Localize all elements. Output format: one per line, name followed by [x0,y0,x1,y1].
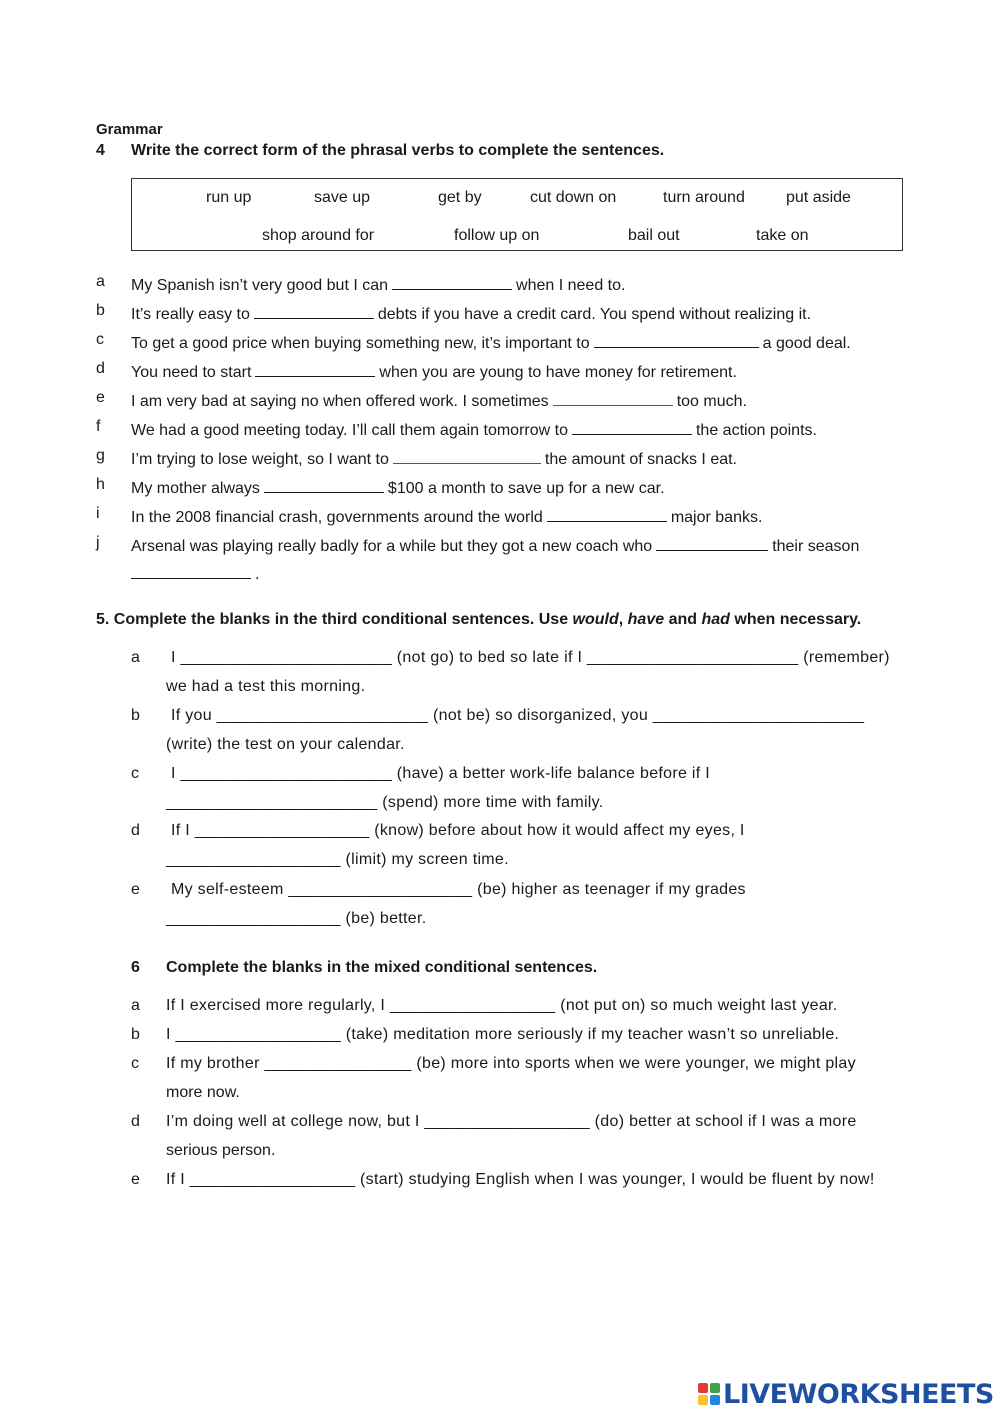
sentence-start: To get a good price when buying something new, it’s important to [131,335,590,352]
exercise-5-item-line[interactable]: If I ___________________ (know) before about how it would affect my eyes, I [171,822,745,839]
exercise-5-item-line[interactable]: we had a test this morning. [166,678,366,695]
exercise-6-item-line[interactable]: If I exercised more regularly, I __________________ (not put on) so much weight last year. [166,997,838,1014]
exercise-4-item [131,360,737,382]
sentence-end: debts if you have a credit card. You spend without realizing it. [377,306,812,323]
heading-text: when necessary. [729,611,862,628]
item-label: g [96,447,105,464]
exercise-5-item-line[interactable]: If you _______________________ (not be) so disorganized, you _______________________ [171,707,865,724]
item-label: i [96,505,100,522]
exercise-4-item [131,418,817,440]
exercise-4-item [131,534,859,556]
sentence-end: the action points. [695,422,817,439]
sentence-start: I’m trying to lose weight, so I want to [131,451,389,468]
item-label: e [131,1171,140,1188]
exercise-5-item-line[interactable]: I _______________________ (not go) to bed so late if I _______________________ (remember) [171,649,890,666]
answer-blank[interactable] [553,389,673,406]
answer-blank[interactable] [131,562,251,579]
sentence-end: $100 a month to save up for a new car. [387,480,665,497]
answer-blank[interactable] [255,360,375,377]
exercise-5-item-line[interactable]: My self-esteem ____________________ (be) higher as teenager if my grades [171,881,746,898]
item-label: c [131,1055,139,1072]
sentence-end: too much. [676,393,747,410]
word-box-item: put aside [786,189,851,206]
exercise-4-item [131,447,737,469]
item-label: c [131,765,139,782]
heading-emphasis: had [701,611,730,628]
word-box-item: shop around for [262,227,375,244]
sentence-end: when I need to. [516,277,626,294]
exercise-4-item [131,505,762,527]
exercise-4-item-j-continuation [131,562,259,584]
exercise-6-number: 6 [131,959,140,976]
heading-text: 5. Complete the blanks in the third conditional sentences. Use [96,611,573,628]
heading-text: and [664,611,702,628]
answer-blank[interactable] [594,331,759,348]
exercise-5-item-line[interactable]: ___________________ (be) better. [166,910,427,927]
item-label: c [96,331,104,348]
sentence-start: You need to start [131,364,252,381]
item-label: a [131,997,140,1014]
exercise-5-heading [96,611,861,629]
logo-text: LIVEWORKSHEETS [723,1378,994,1410]
word-box-item: save up [314,189,371,206]
item-label: b [131,1026,140,1043]
answer-blank[interactable] [572,418,692,435]
sentence-start: In the 2008 financial crash, governments around the world [131,509,543,526]
sentence-end: their season [772,538,860,555]
exercise-4-instruction: Write the correct form of the phrasal verbs to complete the sentences. [131,142,665,159]
word-box-item: run up [206,189,252,206]
item-label: e [96,389,105,406]
exercise-6-item-line[interactable]: If I __________________ (start) studying English when I was younger, I would be fluent by now! [166,1171,875,1188]
exercise-6-item-line[interactable]: I __________________ (take) meditation more seriously if my teacher wasn’t so unreliable. [166,1026,840,1043]
word-box-item: bail out [628,227,680,244]
item-label: d [96,360,105,377]
exercise-5-item-line[interactable]: ___________________ (limit) my screen time. [166,851,509,868]
answer-blank[interactable] [254,302,374,319]
sentence-end: . [255,566,260,583]
sentence-start: My mother always [131,480,260,497]
word-box-item: turn around [663,189,745,206]
answer-blank[interactable] [656,534,768,551]
item-label: h [96,476,105,493]
exercise-5-item-line[interactable]: (write) the test on your calendar. [166,736,405,753]
exercise-6-item-line[interactable]: If my brother ________________ (be) more into sports when we were younger, we might play [166,1055,856,1072]
liveworksheets-logo [698,1376,994,1412]
item-label: a [131,649,140,666]
heading-emphasis: would [572,611,619,628]
item-label: a [96,273,105,290]
sentence-end: major banks. [670,509,763,526]
sentence-start: It’s really easy to [131,306,250,323]
answer-blank[interactable] [392,273,512,290]
answer-blank[interactable] [264,476,384,493]
exercise-4-item [131,476,665,498]
heading-emphasis: have [627,611,665,628]
exercise-6-instruction: Complete the blanks in the mixed conditional sentences. [166,959,598,976]
logo-mark-icon [698,1383,720,1405]
exercise-4-item [131,389,747,411]
word-box-item: take on [756,227,809,244]
item-label: d [131,1113,140,1130]
phrasal-verb-word-box [131,178,903,251]
item-label: b [96,302,105,319]
exercise-6-item-line[interactable]: I’m doing well at college now, but I __________________ (do) better at school if I was a more [166,1113,857,1130]
sentence-end: a good deal. [762,335,851,352]
item-label: e [131,881,140,898]
item-label: b [131,707,140,724]
exercise-5-item-line[interactable]: I _______________________ (have) a better work-life balance before if I [171,765,711,782]
exercise-4-item [131,302,811,324]
answer-blank[interactable] [393,447,541,464]
section-title: Grammar [96,121,163,138]
exercise-5-item-line[interactable]: _______________________ (spend) more time with family. [166,794,604,811]
answer-blank[interactable] [547,505,667,522]
sentence-end: the amount of snacks I eat. [544,451,737,468]
sentence-start: My Spanish isn’t very good but I can [131,277,389,294]
item-label: j [96,534,100,551]
exercise-6-item-line: serious person. [166,1142,276,1159]
exercise-4-number: 4 [96,142,105,159]
word-box-item: get by [438,189,482,206]
exercise-4-item [131,331,851,353]
item-label: f [96,418,101,435]
item-label: d [131,822,140,839]
sentence-start: We had a good meeting today. I’ll call them again tomorrow to [131,422,568,439]
sentence-start: I am very bad at saying no when offered work. I sometimes [131,393,549,410]
heading-text: , [618,611,628,628]
exercise-4-item [131,273,625,295]
sentence-start: Arsenal was playing really badly for a while but they got a new coach who [131,538,653,555]
sentence-end: when you are young to have money for retirement. [379,364,737,381]
word-box-item: cut down on [530,189,617,206]
word-box-item: follow up on [454,227,540,244]
exercise-6-item-line: more now. [166,1084,240,1101]
